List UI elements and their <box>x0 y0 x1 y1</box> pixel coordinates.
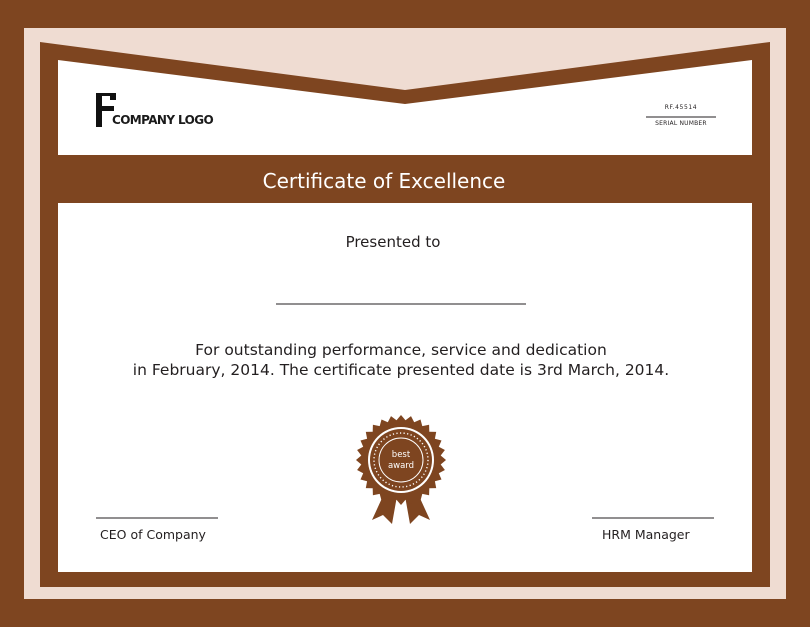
description-line-2: in February, 2014. The certificate presented date is 3rd March, 2014. <box>132 361 670 379</box>
presented-to-label: Presented to <box>345 233 441 251</box>
company-logo-text: COMPANY LOGO <box>112 113 214 127</box>
description-line-1: For outstanding performance, service and dedication <box>195 341 607 359</box>
signature-label-ceo: CEO of Company <box>100 527 206 542</box>
badge-text-line-1: best <box>391 450 411 460</box>
serial-number-label: SERIAL NUMBER <box>655 120 707 127</box>
serial-number-value: RF.45514 <box>664 104 698 111</box>
badge-text-line-2: award <box>387 461 415 471</box>
signature-label-hrm: HRM Manager <box>602 527 690 542</box>
certificate-title: Certificate of Excellence <box>262 169 506 193</box>
